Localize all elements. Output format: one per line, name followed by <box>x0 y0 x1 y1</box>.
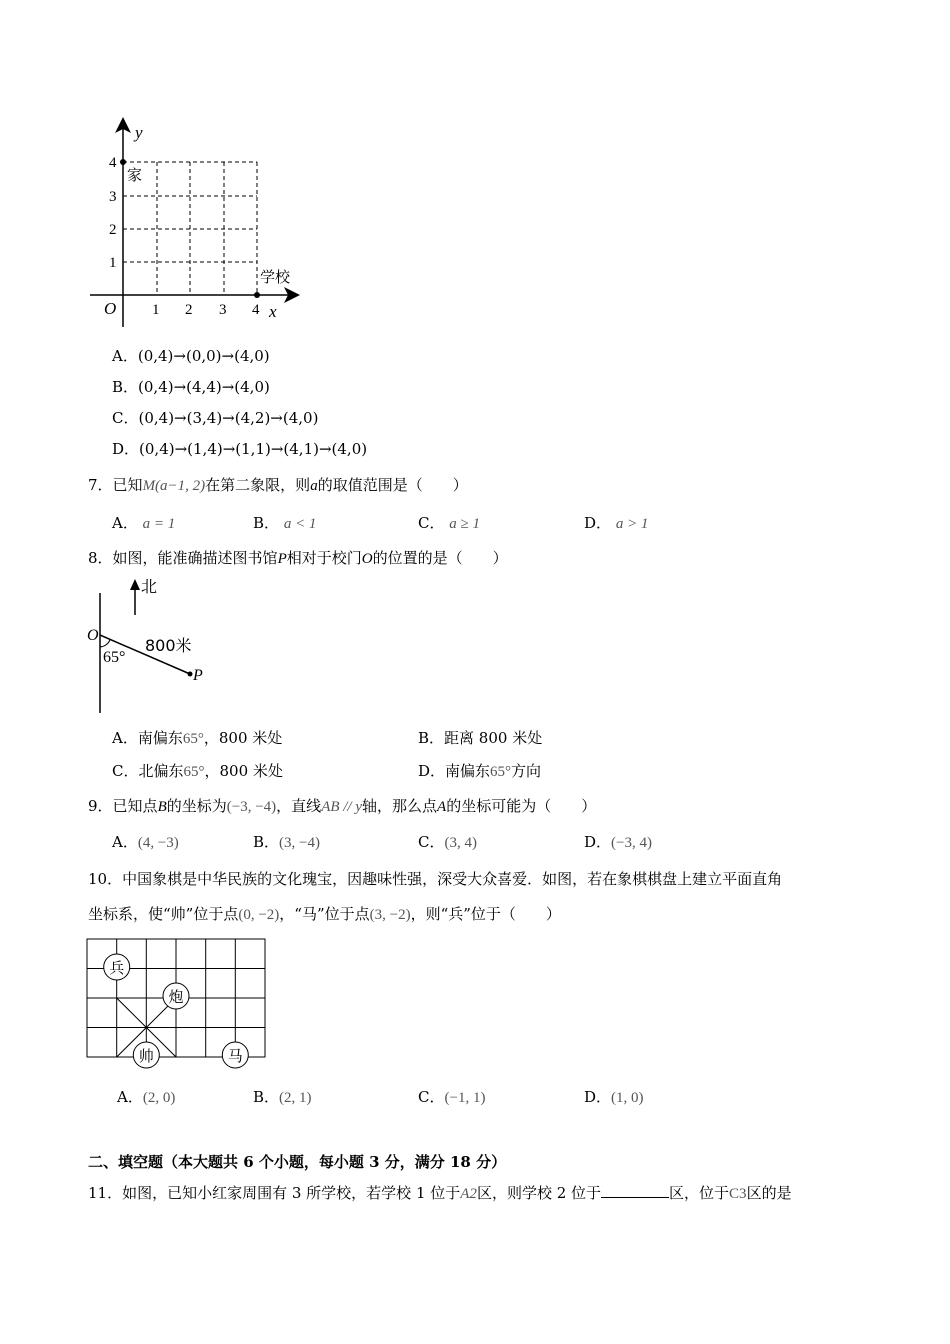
y-axis-label: y <box>135 123 143 142</box>
piece-shuai-label: 帅 <box>138 1047 154 1065</box>
q11-math-a2: A2 <box>460 1186 477 1202</box>
q11-stem <box>88 1182 792 1203</box>
option-text: 北偏东 <box>138 762 184 780</box>
option-text: 距离 800 米处 <box>444 729 543 747</box>
distance-label: 800米 <box>145 636 192 655</box>
q6-option-b[interactable] <box>112 376 270 397</box>
q9-option-b[interactable] <box>253 831 320 852</box>
option-text: 南偏东 <box>137 729 183 747</box>
option-text: (0,4)→(0,0)→(4,0) <box>137 347 270 365</box>
q6-option-a[interactable] <box>112 345 270 366</box>
y-tick-4: 4 <box>109 155 117 171</box>
q8-text-post: 的位置的是（ ） <box>372 549 508 567</box>
angle-arc <box>100 640 110 647</box>
option-letter: C． <box>418 1088 445 1106</box>
x-tick-3: 3 <box>219 302 227 318</box>
q8-option-a[interactable] <box>112 727 282 748</box>
q7-option-a[interactable] <box>112 512 175 533</box>
point-p <box>188 672 193 677</box>
option-letter: B． <box>418 729 445 747</box>
q7-stem <box>88 474 468 495</box>
q9-math: AB // y <box>321 799 363 815</box>
option-math: a < 1 <box>283 516 317 532</box>
option-text: ，800 米处 <box>203 729 283 747</box>
q11-text-pre: 如图，已知小红家周围有 3 所学校，若学校 1 位于 <box>122 1184 461 1202</box>
school-label: 学校 <box>260 268 291 286</box>
q8-stem <box>88 547 508 568</box>
q8-text-mid: 相对于校门 <box>286 549 362 567</box>
y-tick-3: 3 <box>109 189 117 205</box>
option-letter: D． <box>584 514 612 532</box>
q10-coord-ma: (3, −2) <box>369 907 411 923</box>
north-arrow-icon <box>130 579 140 590</box>
q11-text-post: 区的是 <box>746 1184 792 1202</box>
question-number: 8． <box>88 549 113 567</box>
question-number: 11． <box>88 1184 123 1202</box>
q9-text: ，直线 <box>276 797 322 815</box>
option-letter: C． <box>112 409 139 427</box>
q7-option-b[interactable] <box>253 512 316 533</box>
option-math: a = 1 <box>142 516 176 532</box>
y-tick-1: 1 <box>109 255 117 271</box>
piece-ma-label: 马 <box>227 1047 243 1065</box>
x-tick-4: 4 <box>252 302 260 318</box>
q9-coord: (−3, −4) <box>226 799 277 815</box>
x-tick-1: 1 <box>152 302 160 318</box>
q9-var-b: B <box>157 799 167 815</box>
section-heading: 二、填空题（本大题共 6 个小题，每小题 3 分，满分 18 分） <box>88 1153 507 1171</box>
q10-text: ，“马”位于点 <box>279 905 370 923</box>
q10-text: 坐标系，使“帅”位于点 <box>88 905 239 923</box>
q9-text: 的坐标为 <box>166 797 227 815</box>
grid-lines <box>123 162 257 295</box>
option-letter: B． <box>253 514 280 532</box>
q9-text-pre: 已知点 <box>112 797 158 815</box>
q11-math-c3: C3 <box>729 1186 747 1202</box>
piece-pao-label: 炮 <box>168 988 184 1006</box>
q10-option-c[interactable] <box>418 1086 485 1107</box>
q8-var-p: P <box>277 551 287 567</box>
q7-text-pre: 已知 <box>112 476 143 494</box>
x-tick-2: 2 <box>185 302 193 318</box>
option-letter: C． <box>418 514 445 532</box>
option-math: (2, 0) <box>142 1090 176 1106</box>
option-math: a > 1 <box>615 516 649 532</box>
option-text: (0,4)→(3,4)→(4,2)→(4,0) <box>138 409 319 427</box>
y-tick-2: 2 <box>109 222 117 238</box>
q6-option-d[interactable] <box>112 438 367 459</box>
north-label: 北 <box>141 577 158 596</box>
question-number: 7． <box>88 476 113 494</box>
q10-text: ，则“兵”位于（ ） <box>410 905 561 923</box>
chess-board-figure <box>85 936 270 1070</box>
coordinate-grid-figure <box>88 112 308 327</box>
piece-ma <box>222 1042 248 1068</box>
q10-option-d[interactable] <box>584 1086 644 1107</box>
q6-option-c[interactable] <box>112 407 318 428</box>
q7-option-c[interactable] <box>418 512 480 533</box>
option-letter: C． <box>112 762 139 780</box>
option-letter: B． <box>112 378 139 396</box>
q10-option-b[interactable] <box>253 1086 312 1107</box>
q10-coord-shuai: (0, −2) <box>238 907 280 923</box>
q11-text: 区，位于 <box>669 1184 730 1202</box>
q9-option-d[interactable] <box>584 831 652 852</box>
option-math: (−3, 4) <box>611 835 652 851</box>
option-letter: D． <box>584 1088 612 1106</box>
option-math: (3, −4) <box>279 835 320 851</box>
option-letter: B． <box>253 833 280 851</box>
angle-label: 65° <box>103 649 126 666</box>
q9-option-a[interactable] <box>112 831 179 852</box>
option-math: (4, −3) <box>137 835 179 851</box>
q9-text-post: 的坐标可能为（ ） <box>446 797 597 815</box>
piece-bing-label: 兵 <box>109 959 125 977</box>
point-p-label: P <box>193 667 203 684</box>
origin-label: O <box>104 299 117 318</box>
question-number: 10． <box>88 870 123 888</box>
q9-var-a: A <box>437 799 447 815</box>
piece-pao <box>163 983 189 1009</box>
option-math: (1, 0) <box>611 1090 644 1106</box>
option-text: 南偏东 <box>445 762 491 780</box>
q9-stem <box>88 795 596 816</box>
q9-text: 轴，那么点 <box>362 797 438 815</box>
piece-shuai <box>133 1042 159 1068</box>
option-math: 65° <box>182 731 204 747</box>
home-point <box>120 159 126 165</box>
option-math: 65° <box>490 764 512 780</box>
school-point <box>254 292 260 298</box>
option-letter: A． <box>112 833 138 851</box>
q11-text: 区，则学校 2 位于 <box>476 1184 602 1202</box>
option-text: 方向 <box>511 762 542 780</box>
option-letter: D． <box>418 762 446 780</box>
q10-option-a[interactable] <box>117 1086 175 1107</box>
option-letter: B． <box>253 1088 280 1106</box>
q8-option-d[interactable] <box>418 760 541 781</box>
option-math: 65° <box>183 764 205 780</box>
q7-var: a <box>310 478 318 494</box>
piece-bing <box>104 954 130 980</box>
option-letter: A． <box>112 347 138 365</box>
q10-text: 中国象棋是中华民族的文化瑰宝，因趣味性强，深受大众喜爱．如图，若在象棋棋盘上建立平面直角 <box>122 870 783 888</box>
option-math: (−1, 1) <box>444 1090 486 1106</box>
x-axis-label: x <box>269 302 277 321</box>
q7-text-post: 的取值范围是（ ） <box>317 476 468 494</box>
option-math: (2, 1) <box>279 1090 312 1106</box>
q8-option-c[interactable] <box>112 760 283 781</box>
q7-option-d[interactable] <box>584 512 648 533</box>
q8-text-pre: 如图，能准确描述图书馆 <box>112 549 278 567</box>
option-math: a ≥ 1 <box>449 516 480 532</box>
option-text: (0,4)→(4,4)→(4,0) <box>138 378 270 396</box>
q7-text-mid: 在第二象限，则 <box>205 476 311 494</box>
answer-blank[interactable] <box>601 1183 669 1198</box>
q9-option-c[interactable] <box>418 831 477 852</box>
option-text: (0,4)→(1,4)→(1,1)→(4,1)→(4,0) <box>139 440 368 458</box>
q8-option-b[interactable] <box>418 727 542 748</box>
option-letter: A． <box>112 729 138 747</box>
home-label: 家 <box>127 166 143 184</box>
option-letter: C． <box>418 833 445 851</box>
q10-stem-line1 <box>88 868 782 889</box>
option-math: (3, 4) <box>444 835 477 851</box>
q7-math-point: M(a−1, 2) <box>142 478 206 494</box>
origin-o-label: O <box>87 627 99 644</box>
option-letter: A． <box>112 514 138 532</box>
option-letter: A． <box>117 1088 143 1106</box>
q10-stem-line2 <box>88 903 561 924</box>
option-letter: D． <box>584 833 612 851</box>
question-number: 9． <box>88 797 113 815</box>
q8-var-o: O <box>361 551 373 567</box>
direction-figure <box>85 575 215 715</box>
option-letter: D． <box>112 440 140 458</box>
option-text: ，800 米处 <box>204 762 283 780</box>
